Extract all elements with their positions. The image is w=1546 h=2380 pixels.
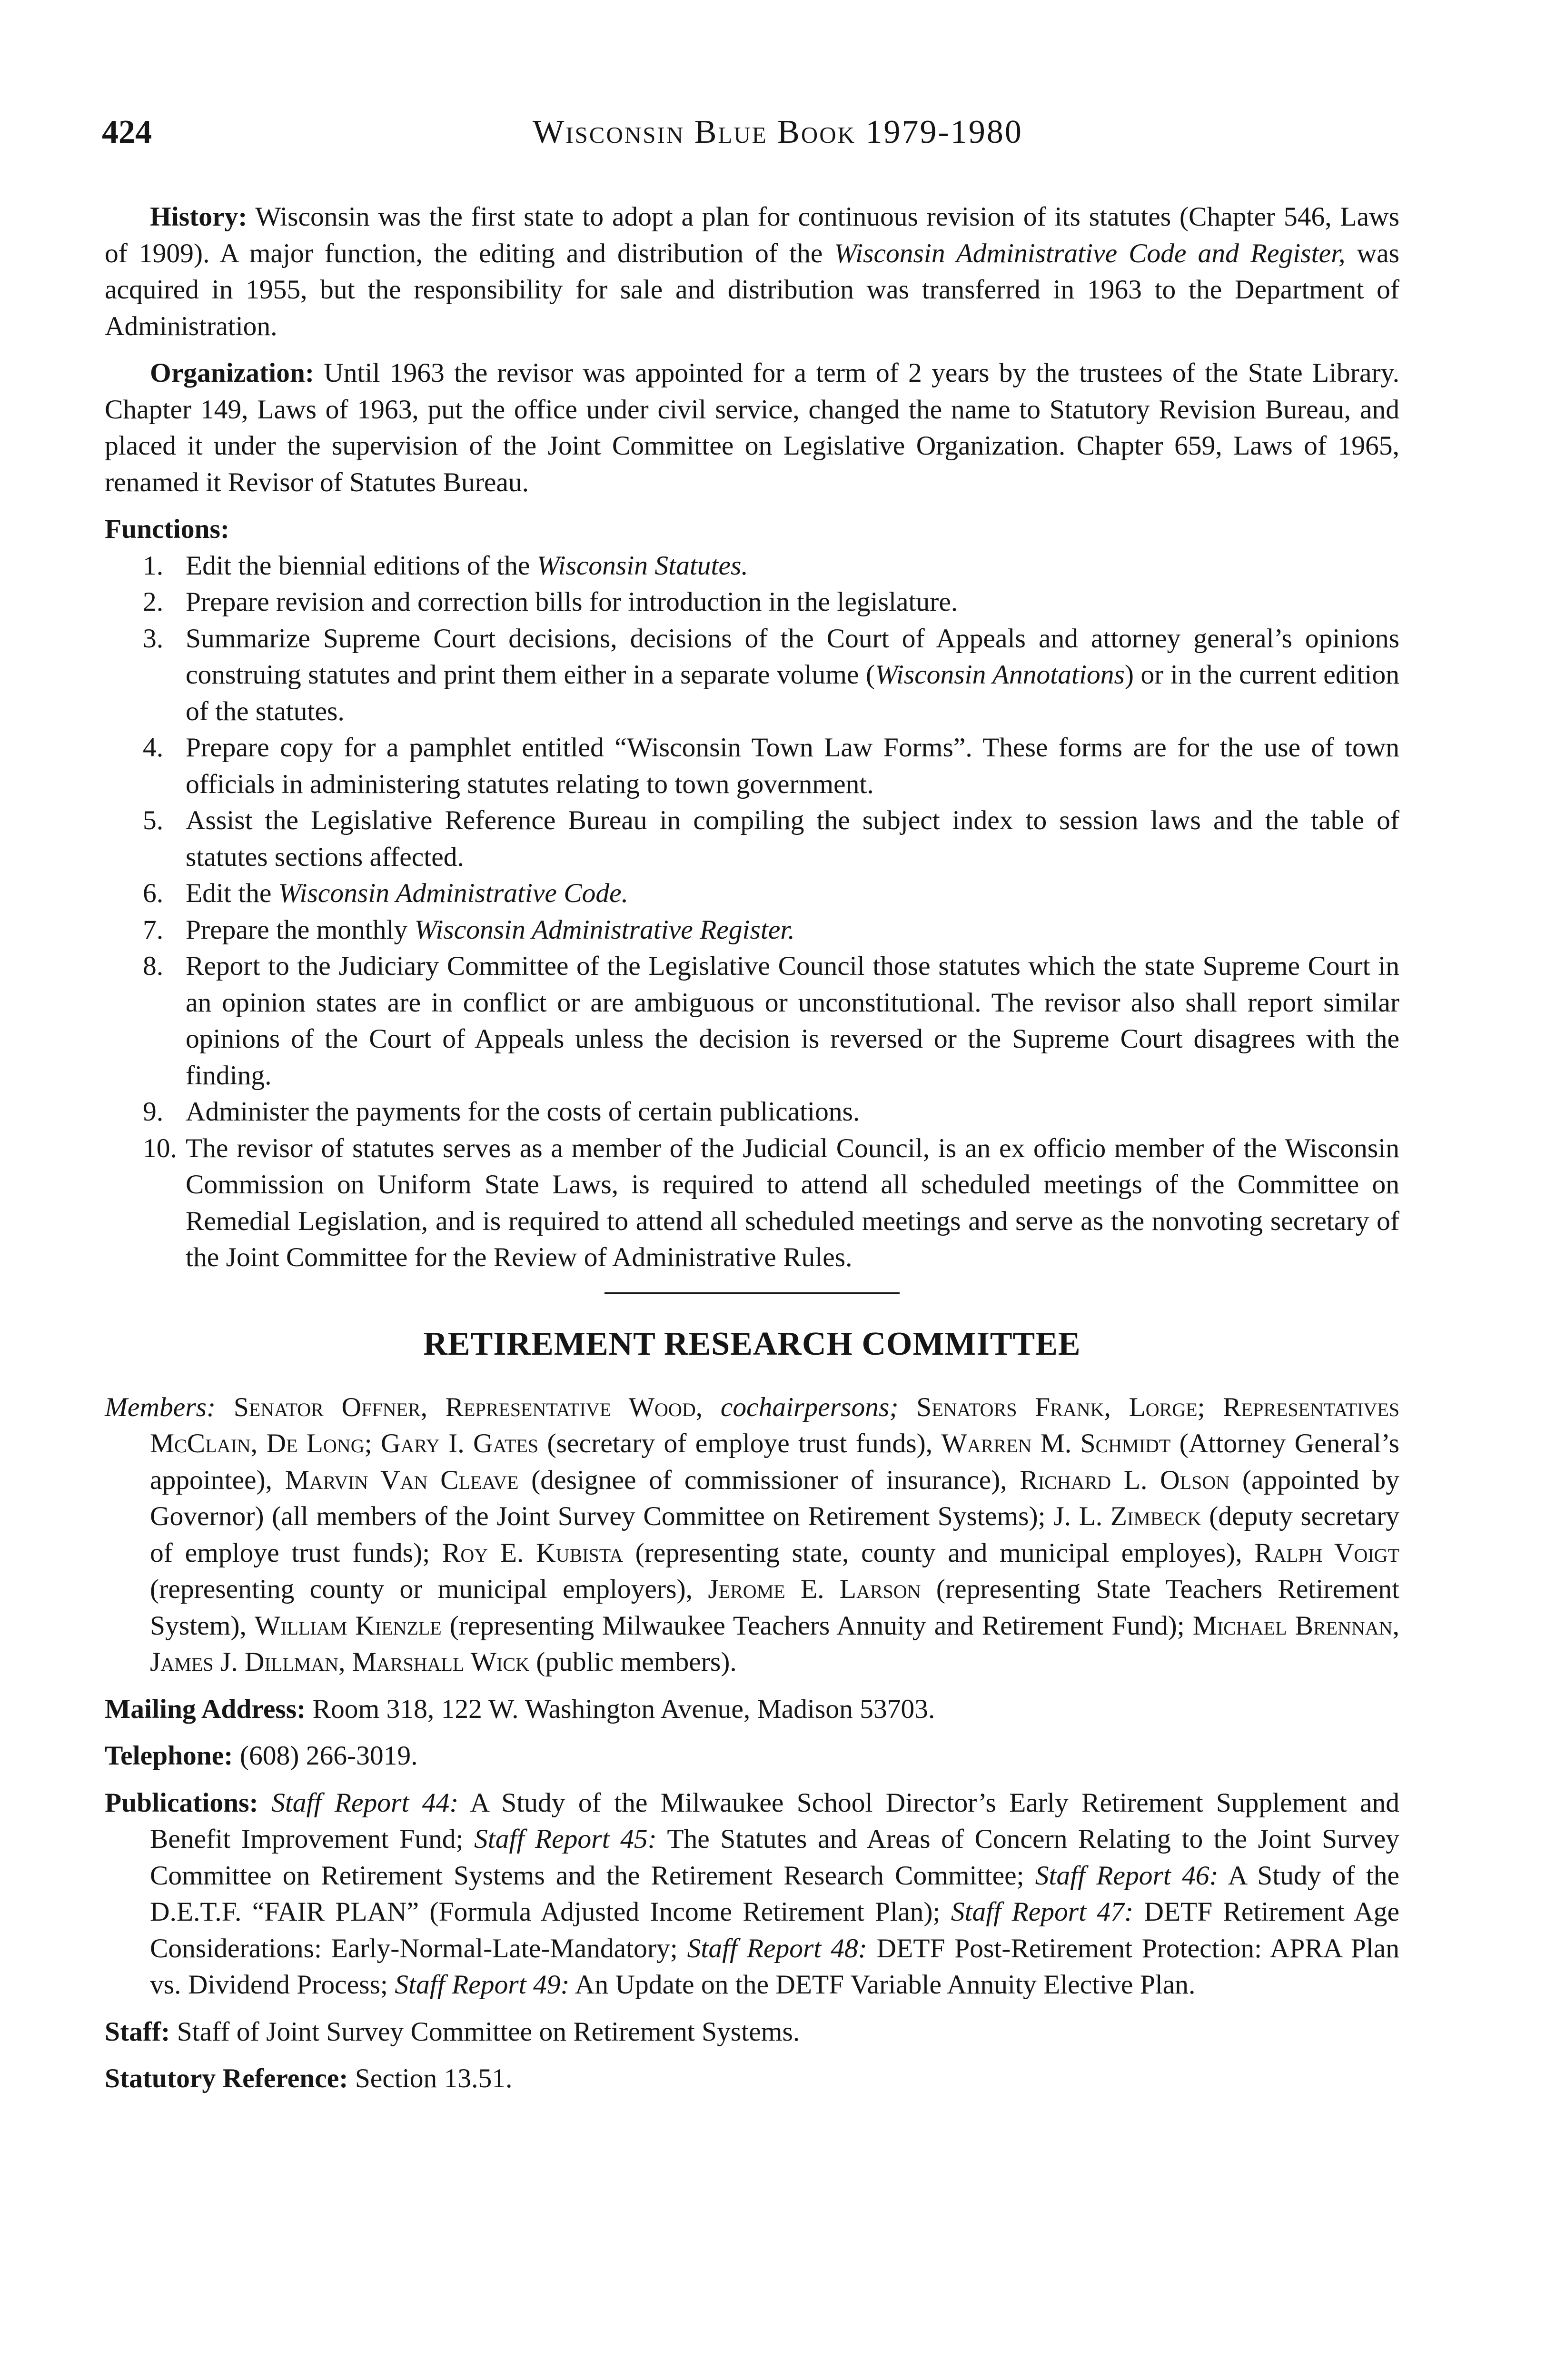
function-item [105, 912, 1399, 949]
function-text: Edit the biennial editions of the [186, 550, 537, 581]
publications-label: Publications: [105, 1787, 258, 1818]
function-item [105, 875, 1399, 912]
telephone-text: (608) 266-3019. [233, 1741, 418, 1771]
members-text-run: (appointed by Governor) (all members of the Joint Survey Committee on Retirement Systems); [150, 1465, 1399, 1531]
function-item [105, 730, 1399, 803]
members-text-run: (representing state, county and municipal employes), [623, 1537, 1255, 1568]
function-number: 9. [143, 1097, 164, 1127]
publications-text-run: Staff Report 44: [271, 1787, 459, 1818]
function-number: 8. [143, 951, 164, 981]
function-item [105, 548, 1399, 585]
history-text-a: Wisconsin was the first state to adopt a plan for continuous revision of its statutes (Chapter 546, Laws of 1909). A major function, the editing and distribution of the [105, 202, 1399, 268]
history-label: History: [150, 202, 248, 232]
members-text-run: (deputy secretary of employe trust funds); [150, 1501, 1399, 1568]
organization-paragraph [105, 355, 1399, 501]
function-item [105, 803, 1399, 875]
publications-text-run: An Update on the DETF Variable Annuity Elective Plan. [569, 1970, 1196, 2000]
function-text: Assist the Legislative Reference Bureau in compiling the subject index to session laws and the table of statutes sections affected. [186, 805, 1399, 872]
function-title: Wisconsin Annotations [875, 660, 1125, 690]
function-item [105, 1130, 1399, 1276]
publications-text-run: Staff Report 47: [951, 1897, 1134, 1927]
function-title: Wisconsin Statutes. [536, 550, 748, 581]
organization-label: Organization: [150, 358, 314, 388]
members-text-run: William Kienzle [254, 1610, 442, 1641]
members-text-run: (representing Milwaukee Teachers Annuity and Retirement Fund); [441, 1610, 1193, 1641]
publications-text-run: A Study of the Milwaukee School Director’s Early Retirement Supplement and Benefit Improvement Fund; [150, 1787, 1400, 1854]
function-text: Report to the Judiciary Committee of the Legislative Council those statutes which the state Supreme Court in an opinion states are in conflict or are ambiguous or unconstitutional. The revisor also shall report similar opinions of the Court of Appeals unless the decision is reversed or the Supreme Court disagrees with the finding. [186, 951, 1399, 1091]
function-text: Prepare the monthly [186, 914, 415, 945]
functions-heading: Functions: [105, 514, 229, 544]
mailing-text: Room 318, 122 W. Washington Avenue, Madison 53703. [306, 1694, 935, 1724]
function-number: 5. [143, 805, 164, 835]
publications-text-run [258, 1788, 271, 1818]
section-divider [605, 1292, 900, 1294]
statutory-text: Section 13.51. [348, 2063, 513, 2093]
members-label: Members: [105, 1392, 216, 1422]
members-text-run: Senator Offner, Representative Wood, [216, 1392, 721, 1422]
members-text-run: (secretary of employe trust funds), [538, 1428, 941, 1458]
function-text: Edit the [186, 878, 278, 908]
members-paragraph [105, 1389, 1399, 1681]
function-number: 10. [143, 1133, 177, 1163]
function-number: 7. [143, 914, 164, 945]
function-item [105, 621, 1399, 730]
publications-text-run: Staff Report 46: [1035, 1860, 1219, 1891]
members-text-run: cochairpersons; [720, 1392, 899, 1422]
mailing-label: Mailing Address: [105, 1694, 306, 1724]
members-text-run: Jerome E. Larson [708, 1574, 921, 1604]
publications-text-run: Staff Report 48: [687, 1933, 867, 1964]
history-title: Wisconsin Administrative Code and Register, [834, 238, 1346, 268]
function-text: The revisor of statutes serves as a member of the Judicial Council, is an ex officio member of the Wisconsin Commission on Uniform State Laws, is required to attend all scheduled meetings of the Committee on Remedial Legislation, and is required to attend all scheduled meetings and serve as the nonvoting secretary of the Joint Committee for the Review of Administrative Rules. [186, 1133, 1399, 1272]
organization-text: Until 1963 the revisor was appointed for a term of 2 years by the trustees of the State Library. Chapter 149, Laws of 1963, put the office under civil service, changed the name to Statutory Revision Bureau, and placed it under the supervision of the Joint Committee on Legislative Organization. Chapter 659, Laws of 1965, renamed it Revisor of Statutes Bureau. [105, 358, 1399, 497]
members-text-run: Warren M. Schmidt [941, 1428, 1171, 1458]
members-text-run: Senators Frank, Lorge; Representatives McClain, De Long; Gary I. Gates [150, 1392, 1399, 1458]
page-number: 424 [102, 114, 152, 150]
members-text-run: (representing county or municipal employers), [150, 1574, 708, 1604]
function-number: 6. [143, 878, 164, 908]
history-text-b: was acquired in 1955, but the responsibility for sale and distribution was transferred in 1963 to the Department of Administration. [105, 238, 1399, 341]
history-paragraph [105, 199, 1399, 345]
statutory-reference-paragraph [105, 2061, 1399, 2097]
staff-paragraph [105, 2014, 1399, 2051]
page-header [102, 109, 1454, 156]
functions-list [105, 548, 1399, 1276]
members-text-run: J. L. Zimbeck [1053, 1501, 1201, 1531]
function-item [105, 1094, 1399, 1130]
members-text-run: (Attorney General’s appointee), [150, 1428, 1400, 1495]
function-text: Prepare copy for a pamphlet entitled “Wisconsin Town Law Forms”. These forms are for the use of town officials in administering statutes relating to town government. [186, 733, 1399, 799]
function-text: Summarize Supreme Court decisions, decisions of the Court of Appeals and attorney general’s opinions construing statutes and print them either in a separate volume ( [186, 623, 1399, 690]
function-number: 2. [143, 587, 164, 617]
staff-text: Staff of Joint Survey Committee on Retirement Systems. [170, 2016, 800, 2047]
function-text: Administer the payments for the costs of certain publications. [186, 1097, 860, 1127]
staff-label: Staff: [105, 2016, 170, 2047]
publications-text-run: DETF Post-Retirement Protection: APRA Plan vs. Dividend Process; [150, 1933, 1400, 2000]
function-title: Wisconsin Administrative Code. [278, 878, 629, 908]
function-title: Wisconsin Administrative Register. [414, 914, 795, 945]
publications-text-run: DETF Retirement Age Considerations: Early-Normal-Late-Mandatory; [150, 1897, 1399, 1964]
telephone-label: Telephone: [105, 1741, 233, 1771]
function-number: 4. [143, 733, 164, 763]
function-item [105, 948, 1399, 1094]
function-number: 3. [143, 623, 164, 654]
statutory-label: Statutory Reference: [105, 2063, 348, 2093]
function-text: Prepare revision and correction bills for introduction in the legislature. [186, 587, 958, 617]
members-text-run: Ralph Voigt [1254, 1537, 1399, 1568]
publications-text-run: The Statutes and Areas of Concern Relating to the Joint Survey Committee on Retirement Systems and the Retirement Research Committee; [150, 1824, 1399, 1891]
members-text-run: (public members). [529, 1647, 737, 1677]
members-text-run: Roy E. Kubista [442, 1537, 623, 1568]
function-item [105, 584, 1399, 621]
section-title: RETIREMENT RESEARCH COMMITTEE [423, 1325, 1081, 1362]
mailing-address-paragraph [105, 1691, 1399, 1728]
publications-text-run: A Study of the D.E.T.F. “FAIR PLAN” (Formula Adjusted Income Retirement Plan); [150, 1860, 1399, 1927]
telephone-paragraph [105, 1738, 1399, 1775]
members-text-run: Michael Brennan, James J. Dillman, Marshall Wick [150, 1610, 1399, 1677]
running-head: Wisconsin Blue Book 1979-1980 [533, 114, 1023, 150]
publications-text-run: Staff Report 45: [474, 1824, 657, 1854]
members-text-run: Marvin Van Cleave [285, 1465, 519, 1495]
function-text-end: ) or in the current edition of the statutes. [186, 660, 1400, 726]
publications-paragraph [105, 1785, 1399, 2003]
members-text-run: Richard L. Olson [1020, 1465, 1230, 1495]
members-text-run: (designee of commissioner of insurance), [518, 1465, 1020, 1495]
members-text-run: (representing State Teachers Retirement System), [150, 1574, 1399, 1641]
page-body [105, 199, 1399, 2108]
function-number: 1. [143, 550, 164, 581]
publications-text-run: Staff Report 49: [395, 1970, 570, 2000]
